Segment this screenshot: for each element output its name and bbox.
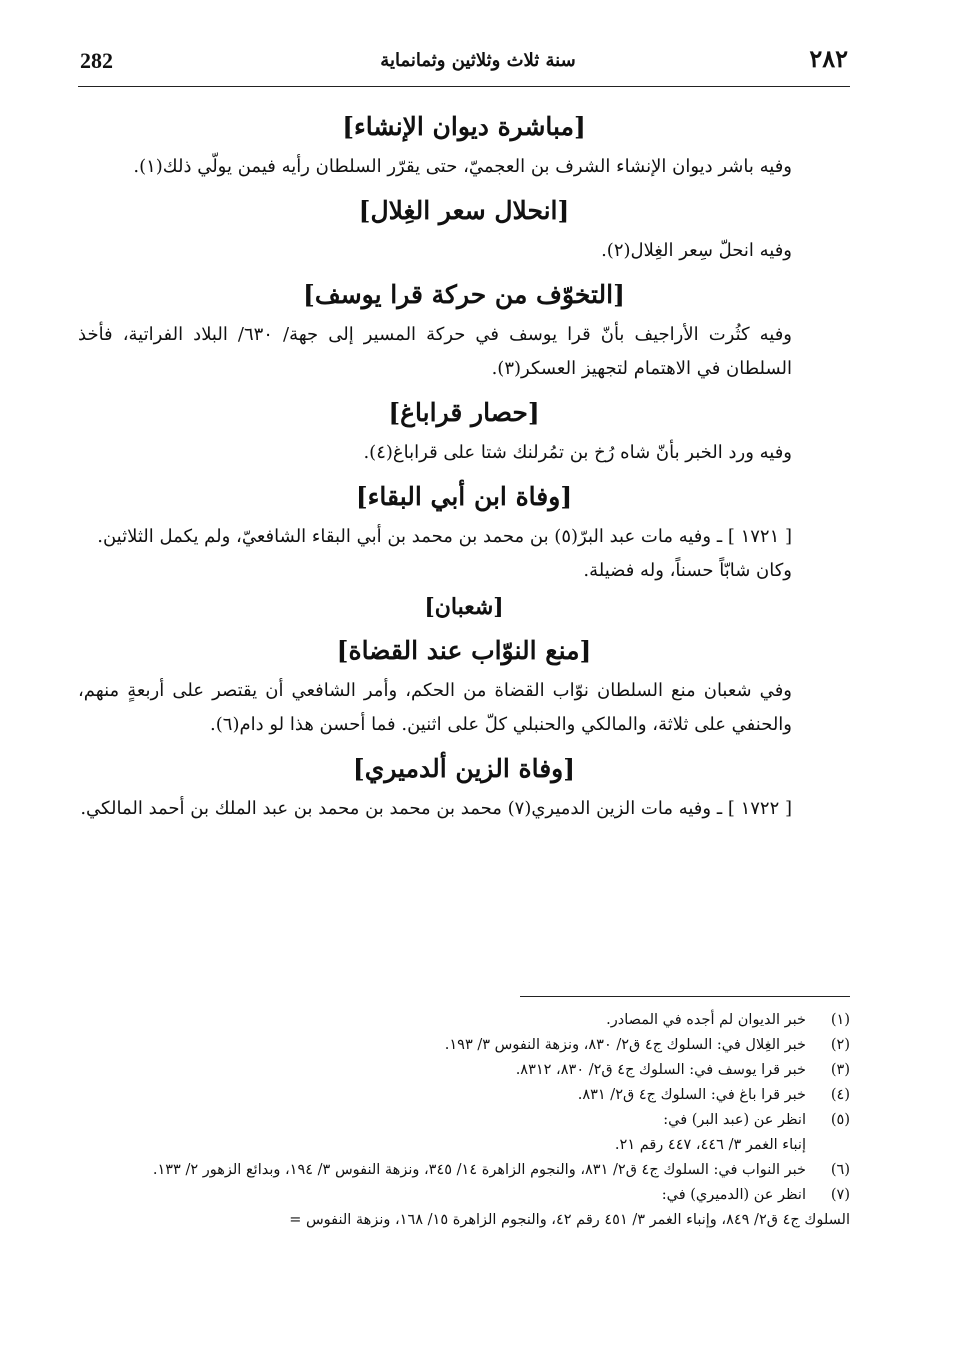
footnote-number: (٧) bbox=[830, 1187, 850, 1203]
footnote-4 bbox=[50, 1083, 850, 1108]
paragraph-diwan: وفيه باشر ديوان الإنشاء الشرف بن العجميّ، حتى يقرّر السلطان رأيه فيمن يولّي ذلك(١). bbox=[133, 156, 792, 177]
section-heading-qarabagh: [حصار قراباغ] bbox=[388, 398, 540, 427]
section-heading-ibn-abi-al-baqa: [وفاة ابن أبي البقاء] bbox=[355, 482, 573, 511]
footnote-3 bbox=[50, 1058, 850, 1083]
footnote-6 bbox=[50, 1158, 850, 1183]
paragraph-ghilal: وفيه انحلّ سِعر الغِلال(٢). bbox=[601, 240, 792, 261]
footnote-number: (٣) bbox=[830, 1062, 850, 1078]
paragraph-obituary-1721-note: وكان شابّاً حسناً، وله فضيلة. bbox=[583, 560, 792, 581]
paragraph-nuwwab: وفي شعبان منع السلطان نوّاب القضاة من الحكم، وأمر الشافعي أن يقتصر على أربعةٍ منهم، والحنفي على ثلاثة، والمالكي والحنبلي كلّ على اثنين. فما أحسن هذا لو دام(٦). bbox=[78, 680, 792, 735]
footnotes bbox=[50, 1008, 850, 1233]
section-heading-qara-yusuf: [التخوّف من حركة قرا يوسف] bbox=[303, 280, 625, 309]
footnote-1 bbox=[50, 1008, 850, 1033]
footnote-number: (٢) bbox=[830, 1037, 850, 1053]
header-rule bbox=[78, 86, 850, 87]
footnote-number: (٦) bbox=[830, 1162, 850, 1178]
paragraph-qara-yusuf: وفيه كثُرت الأراجيف بأنّ قرا يوسف في حركة المسير إلى جهة/ ٦٣٠/ البلاد الفراتية، فأخذ السلطان في الاهتمام لتجهيز العسكر(٣). bbox=[78, 324, 792, 379]
page-number-latin: 282 bbox=[80, 48, 113, 73]
footnote-text: خبر الديوان لم أجده في المصادر. bbox=[606, 1012, 806, 1028]
footnote-text: خبر قرا باغ في: السلوك ج٤ ق٢/ ٨٣١. bbox=[577, 1087, 806, 1103]
main-text bbox=[78, 100, 850, 826]
footnote-text: انظر عن (الدميري) في: bbox=[661, 1187, 806, 1203]
section-heading-diwan: [مباشرة ديوان الإنشاء] bbox=[342, 112, 586, 141]
footnote-text: خبر قرا يوسف في: السلوك ج٤ ق٢/ ٨٣٠، ٨٣١٢. bbox=[515, 1062, 806, 1078]
footnote-5 bbox=[50, 1108, 850, 1133]
footnote-number: (٤) bbox=[830, 1087, 850, 1103]
footnote-text: خبر النواب في: السلوك ج٤ ق٢/ ٨٣١، والنجوم الزاهرة ١٤/ ٣٤٥، ونزهة النفوس ٣/ ١٩٤، وبدائع الزهور ٢/ ١٣٣. bbox=[152, 1162, 806, 1178]
footnote-number: (٥) bbox=[830, 1112, 850, 1128]
paragraph-obituary-1722: [ ١٧٢٢ ] ـ وفيه مات الزين الدميري(٧) محمد بن محمد بن محمد بن عبد الملك بن أحمد المالكي. bbox=[80, 798, 792, 819]
footnote-2 bbox=[50, 1033, 850, 1058]
footnote-text: انظر عن (عبد البر) في: bbox=[663, 1112, 806, 1128]
footnote-5-continuation: إنباء الغمر ٣/ ٤٤٦، ٤٤٧ رقم ٢١. bbox=[614, 1137, 806, 1153]
footnote-7 bbox=[50, 1183, 850, 1208]
footnote-7-continuation: السلوك ج٤ ق٢/ ٨٤٩، وإنباء الغمر ٣/ ٤٥١ رقم ٤٢، والنجوم الزاهرة ١٥/ ١٦٨، ونزهة النفوس = bbox=[289, 1212, 850, 1228]
section-heading-damiri: [وفاة الزين ألدميري] bbox=[352, 754, 576, 783]
month-heading: [شعبان] bbox=[424, 594, 504, 620]
footnote-separator bbox=[520, 996, 850, 997]
page-number-arabic: ٢٨٢ bbox=[809, 44, 848, 73]
footnote-number: (١) bbox=[830, 1012, 850, 1028]
paragraph-obituary-1721: [ ١٧٢١ ] ـ وفيه مات عبد البرّ(٥) بن محمد بن محمد بن أبي البقاء الشافعيّ، ولم يكمل الثلاثين. bbox=[97, 526, 792, 547]
section-heading-nuwwab: [منع النوّاب عند القضاة] bbox=[336, 636, 592, 665]
paragraph-qarabagh: وفيه ورد الخبر بأنّ شاه رُخ بن تمُرلنك شتا على قراباغ(٤). bbox=[363, 442, 792, 463]
section-heading-ghilal: [انحلال سعر الغِلال] bbox=[358, 196, 570, 225]
running-header-title: سنة ثلاث وثلاثين وثمانماية bbox=[380, 50, 576, 71]
footnote-text: خبر الغِلال في: السلوك ج٤ ق٢/ ٨٣٠، ونزهة النفوس ٣/ ١٩٣. bbox=[444, 1037, 806, 1053]
